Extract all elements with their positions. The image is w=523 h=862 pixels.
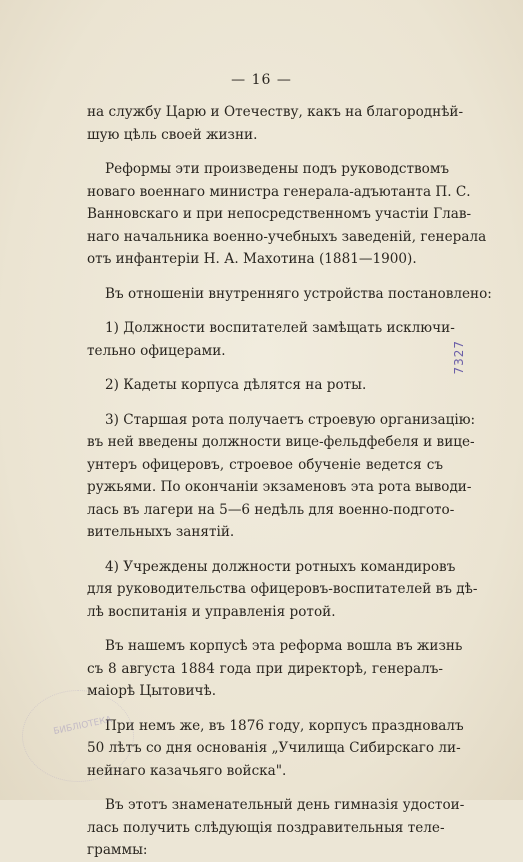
text-line: Реформы эти произведены подъ руководствомъ [105,161,450,177]
text-line: 1) Должности воспитателей замѣщать исключи- [105,320,455,336]
text-line: Въ этотъ знаменательный день гимназія удостои- [105,797,465,813]
library-stamp [22,690,134,782]
text-line: на службу Царю и Отечеству, какъ на благороднѣй- [87,104,464,120]
text-line: лѣ воспитанія и управленія ротой. [87,603,336,620]
paragraph [87,409,476,544]
text-line: маіорѣ Цытовичѣ. [87,683,217,699]
text-line: лась получить слѣдующія поздравительныя теле- [87,819,445,836]
text-line: шую цѣль своей жизни. [87,126,258,143]
text-line: граммы: [87,842,148,858]
margin-annotation: 7327 [452,340,466,375]
paragraph [87,556,478,624]
text-line: въ ней введены должности вице-фельдфебеля и вице- [87,434,475,450]
text-line: новаго военнаго министра генерала-адъютанта П. С. [87,183,471,200]
text-line: тельно офицерами. [87,342,226,359]
text-line: унтеръ офицеровъ, строевое обученіе ведется съ [87,456,443,473]
text-line: наго начальника военно-учебныхъ заведеній, генерала [87,228,487,245]
paragraph [87,101,464,146]
page-number: — 16 — [231,72,292,88]
text-line: отъ инфантеріи Н. А. Махотина (1881—1900). [87,251,417,267]
text-line: для руководительства офицеровъ-воспитателей въ дѣ- [87,581,478,597]
paragraph [87,158,487,271]
paragraph [87,715,464,783]
text-line: вительныхъ занятій. [87,524,235,540]
text-line: 3) Старшая рота получаетъ строевую организацію: [105,411,476,428]
text-line: При немъ же, въ 1876 году, корпусъ праздновалъ [105,717,464,734]
paragraph [87,635,463,703]
text-line: лась въ лагери на 5—6 недѣль для военно-подгото- [87,501,455,518]
text-line: Въ нашемъ корпусѣ эта реформа вошла въ жизнь [105,638,463,654]
paragraph [87,317,455,362]
text-line: ружьями. По окончаніи экзаменовъ эта рота выводи- [87,479,472,495]
paragraph [87,794,465,862]
text-line: 50 лѣтъ со дня основанія „Училища Сибирскаго ли- [87,740,461,756]
text-line: съ 8 августа 1884 года при директорѣ, генералъ- [87,660,443,677]
text-line: нейнаго казачьяго войска". [87,762,287,779]
paragraph [87,374,443,397]
text-line: Ванновскаго и при непосредственномъ участіи Глав- [87,206,472,222]
paragraph [87,283,492,306]
text-line: 2) Кадеты корпуса дѣлятся на роты. [105,377,367,393]
text-line: Въ отношеніи внутренняго устройства постановлено: [105,285,492,302]
text-line: 4) Учреждены должности ротныхъ командировъ [105,558,456,575]
stamp-text: БИБЛІОТЕКА [52,714,113,738]
